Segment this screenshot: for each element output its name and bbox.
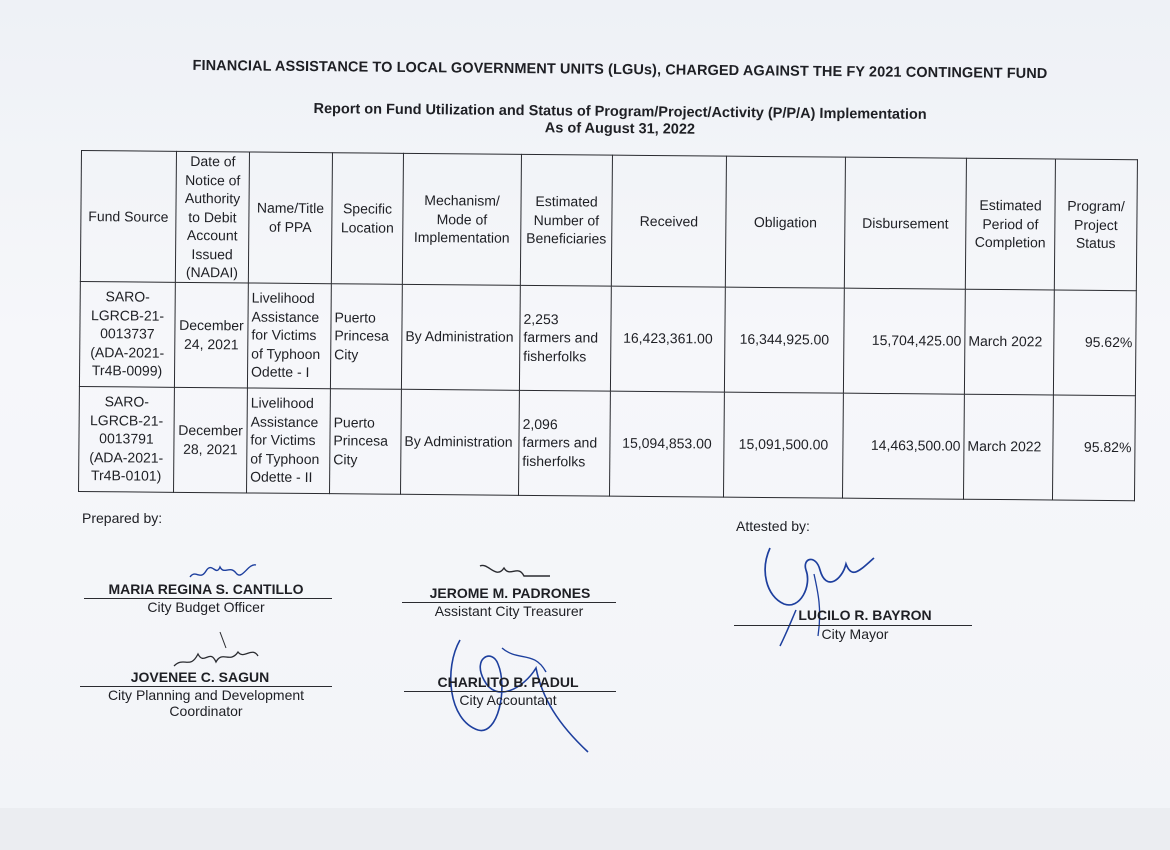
cell-name: Livelihood Assistance for Victims of Typhoon Odette - II (247, 387, 331, 493)
cell-location: Puerto Princesa City (330, 388, 402, 494)
cell-disbursement: 15,704,425.00 (843, 288, 965, 394)
accountant-role: City Accountant (459, 692, 557, 708)
treasurer-role: Assistant City Treasurer (434, 603, 584, 619)
cell-period: March 2022 (964, 289, 1054, 395)
mayor-name: LUCILO R. BAYRON (798, 607, 932, 623)
accountant-name: CHARLITO B. PADUL (437, 674, 579, 690)
prepared-by-label: Prepared by: (82, 510, 163, 526)
header-period: Estimated Period of Completion (965, 158, 1055, 289)
table-row (79, 281, 1136, 395)
cell-fund-source: SARO-LGRCB-21-0013737 (ADA-2021-Tr4B-0099) (79, 281, 175, 387)
subtitle-line-2: As of August 31, 2022 (544, 120, 696, 138)
cell-received: 16,423,361.00 (610, 286, 725, 392)
header-date-nadai: Date of Notice of Authority to Debit Account Issued (NADAI) (175, 151, 249, 282)
header-disbursement: Disbursement (844, 157, 966, 289)
cell-date-nadai: December 28, 2021 (174, 387, 248, 493)
cell-disbursement: 14,463,500.00 (842, 393, 964, 499)
table-row (79, 386, 1136, 500)
budget-officer-role: City Budget Officer (147, 599, 265, 615)
mayor-role: City Mayor (821, 626, 889, 642)
planning-coordinator-role: City Planning and Development Coordinator (107, 687, 305, 719)
cell-name: Livelihood Assistance for Victims of Typhoon Odette - I (247, 282, 331, 388)
header-obligation: Obligation (725, 156, 845, 288)
treasurer-signature (470, 558, 560, 588)
report-table (78, 150, 1138, 501)
header-fund-source: Fund Source (80, 151, 176, 282)
header-location: Specific Location (331, 153, 403, 284)
attested-by-label: Attested by: (736, 518, 810, 534)
budget-officer-name: MARIA REGINA S. CANTILLO (108, 581, 304, 597)
cell-fund-source: SARO-LGRCB-21-0013791 (ADA-2021-Tr4B-0101) (79, 386, 175, 492)
table-header-row (80, 151, 1137, 291)
cell-obligation: 15,091,500.00 (723, 392, 843, 498)
cell-status: 95.82% (1052, 394, 1135, 500)
cell-location: Puerto Princesa City (330, 283, 402, 389)
cell-status: 95.62% (1053, 289, 1136, 395)
scan-bottom-band (0, 808, 1170, 850)
cell-mechanism: By Administration (401, 284, 520, 390)
planning-coordinator-name: JOVENEE C. SAGUN (130, 669, 270, 685)
document-title: FINANCIAL ASSISTANCE TO LOCAL GOVERNMENT UNITS (LGUs), CHARGED AGAINST THE FY 2021 CONTINGENT FUND (192, 57, 1048, 83)
cell-obligation: 16,344,925.00 (724, 287, 844, 393)
cell-date-nadai: December 24, 2021 (174, 282, 248, 388)
report-table-container (78, 150, 1138, 501)
cell-received: 15,094,853.00 (610, 391, 725, 497)
header-name: Name/Title of PPA (248, 152, 332, 283)
subtitle-line-1: Report on Fund Utilization and Status of Program/Project/Activity (P/P/A) Implementation (313, 101, 927, 123)
treasurer-name: JEROME M. PADRONES (429, 585, 591, 601)
cell-beneficiaries: 2,253 farmers and fisherfolks (519, 285, 611, 391)
header-beneficiaries: Estimated Number of Beneficiaries (520, 154, 612, 285)
header-received: Received (611, 155, 726, 286)
cell-beneficiaries: 2,096 farmers and fisherfolks (519, 390, 611, 496)
header-mechanism: Mechanism/ Mode of Implementation (402, 153, 521, 285)
header-status: Program/ Project Status (1054, 159, 1137, 290)
cell-mechanism: By Administration (401, 389, 520, 495)
cell-period: March 2022 (963, 394, 1053, 500)
